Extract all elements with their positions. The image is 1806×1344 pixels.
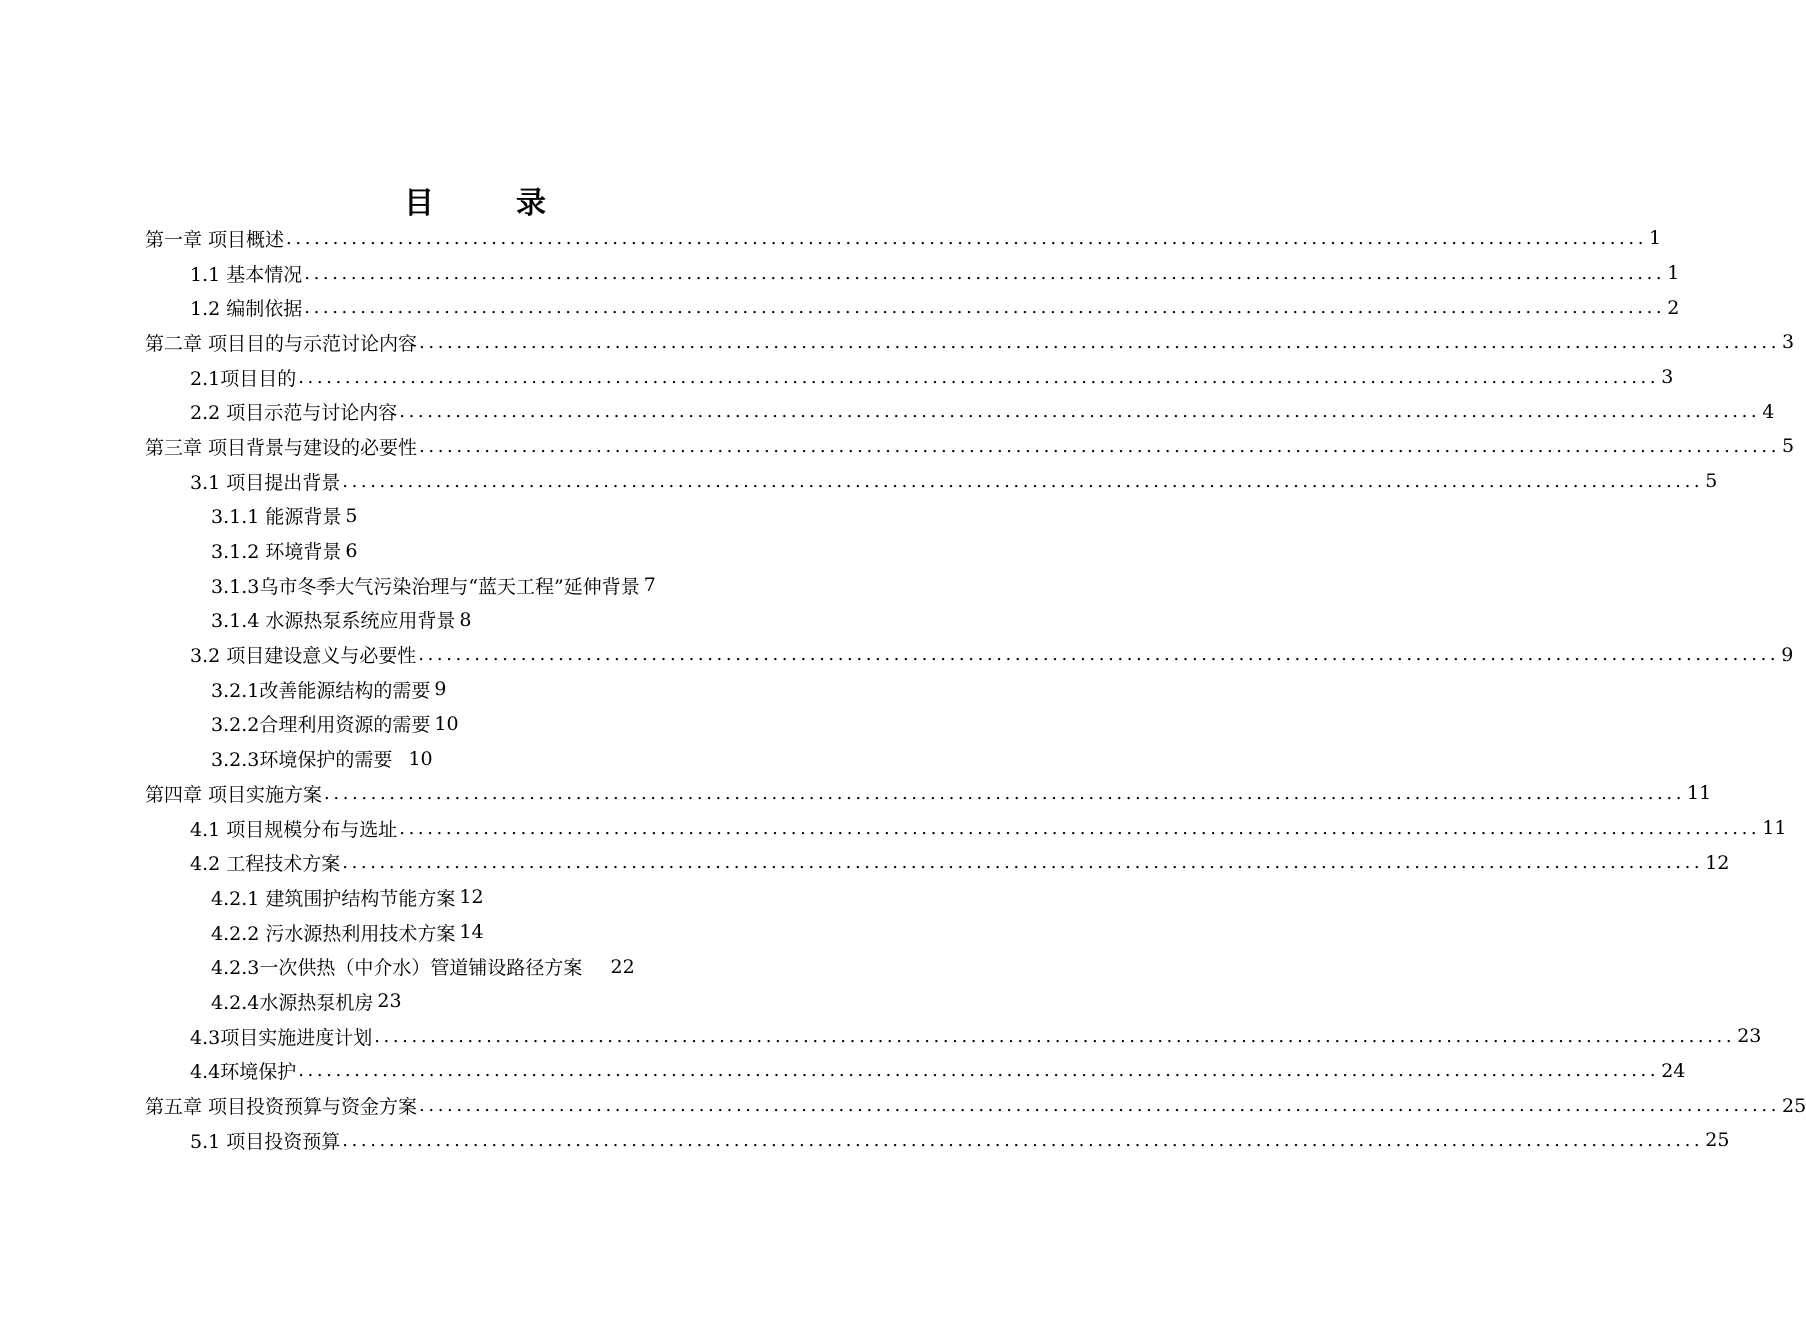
toc-entry-label: 2.1项目目的 <box>190 367 297 390</box>
toc-entry-page: 11 <box>1762 817 1787 840</box>
toc-entry-label: 2.2 项目示范与讨论内容 <box>190 402 398 425</box>
toc-entry-label: 第三章 项目背景与建设的必要性 <box>145 436 418 459</box>
toc-entry-label: 4.2.2 污水源热利用技术方案 <box>211 922 456 945</box>
toc-leader-dots: .................................................................................................................................................. <box>342 1129 1704 1151</box>
toc-leader-dots: .................................................................................................................................................. <box>399 401 1761 423</box>
toc-leader-dots: .................................................................................................................................................. <box>304 262 1666 284</box>
toc-leader-dots: .................................................................................................................................................. <box>419 1095 1781 1117</box>
toc-entry[interactable] <box>0 290 1680 325</box>
toc-leader-dots: .................................................................................................................................................. <box>399 817 1761 839</box>
toc-leader-dots: .................................................................................................................................................. <box>419 331 1781 353</box>
toc-entry-label: 3.2.1改善能源结构的需要 <box>211 679 431 702</box>
toc-entry[interactable] <box>0 984 950 1019</box>
toc-entry-label: 4.2.4水源热泵机房 <box>211 991 374 1014</box>
toc-entry-label: 4.2 工程技术方案 <box>190 853 341 876</box>
toc-entry-page: 7 <box>643 574 656 597</box>
toc-entry-page: 14 <box>459 921 484 944</box>
toc-entry[interactable] <box>0 533 950 568</box>
toc-leader-dots: .................................................................................................................................................. <box>304 297 1666 319</box>
toc-entry-page: 9 <box>1781 643 1794 666</box>
toc-entry-page: 12 <box>1705 851 1730 874</box>
toc-entry-page: 5 <box>1782 435 1795 458</box>
toc-leader-dots: .................................................................................................................................................. <box>342 852 1704 874</box>
toc-entry[interactable] <box>0 603 950 638</box>
toc-leader-dots: .................................................................................................................................................. <box>374 1025 1736 1047</box>
toc-entry[interactable] <box>0 256 1680 291</box>
toc-entry-label: 第四章 项目实施方案 <box>145 783 323 806</box>
toc-entry-page: 1 <box>1667 262 1680 285</box>
toc-entry[interactable] <box>0 1088 1806 1123</box>
toc-entry-page: 3 <box>1661 366 1674 389</box>
toc-entry-page: 3 <box>1782 331 1795 354</box>
toc-entry[interactable] <box>0 499 950 534</box>
toc-leader-dots: .................................................................................................................................................. <box>419 435 1781 457</box>
toc-leader-dots: .................................................................................................................................................. <box>298 1060 1660 1082</box>
toc-entry-page: 5 <box>1705 470 1718 493</box>
toc-entry-label: 3.1.4 水源热泵系统应用背景 <box>211 610 456 633</box>
toc-entry[interactable] <box>0 707 950 742</box>
toc-entry-label: 3.2.3环境保护的需要 <box>211 749 393 772</box>
toc-leader-dots: .................................................................................................................................................. <box>324 782 1686 804</box>
toc-entry-page: 10 <box>396 747 433 770</box>
toc-entry[interactable] <box>0 741 950 776</box>
toc-entry-label: 4.4环境保护 <box>190 1061 297 1084</box>
toc-entry[interactable] <box>0 915 950 950</box>
toc-entry-label: 3.2.2合理利用资源的需要 <box>211 714 431 737</box>
toc-entry-page: 24 <box>1661 1059 1686 1082</box>
toc-entry[interactable] <box>0 360 1674 395</box>
toc-entry-page: 25 <box>1705 1129 1730 1152</box>
toc-entry[interactable] <box>0 394 1775 429</box>
toc-entry-page: 6 <box>345 539 358 562</box>
toc-entry-label: 第二章 项目目的与示范讨论内容 <box>145 332 418 355</box>
toc-entry-page: 1 <box>1649 227 1662 250</box>
toc-leader-dots: .................................................................................................................................................. <box>286 227 1648 249</box>
title-char-left: 目 <box>404 186 434 221</box>
toc-entry-page: 22 <box>586 955 635 978</box>
toc-leader-dots: .................................................................................................................................................. <box>298 366 1660 388</box>
toc-entry-label: 4.1 项目规模分布与选址 <box>190 818 398 841</box>
toc-entry[interactable] <box>0 221 1662 256</box>
toc-entry-page: 23 <box>377 990 402 1013</box>
toc-entry-label: 3.1.1 能源背景 <box>211 506 342 529</box>
toc-entry-page: 5 <box>345 504 358 527</box>
toc-entry[interactable] <box>0 429 1795 464</box>
toc-entry-page: 25 <box>1782 1094 1806 1117</box>
toc-entry-label: 1.1 基本情况 <box>190 263 303 286</box>
toc-entry-label: 3.1.2 环境背景 <box>211 541 342 564</box>
toc-entry[interactable] <box>0 811 1787 846</box>
toc-entry-label: 4.2.1 建筑围护结构节能方案 <box>211 887 456 910</box>
toc-entry[interactable] <box>0 672 950 707</box>
toc-entry-page: 10 <box>434 712 459 735</box>
toc-entry-label: 5.1 项目投资预算 <box>190 1130 341 1153</box>
toc-entry-page: 8 <box>459 608 472 631</box>
toc-entry-label: 3.1 项目提出背景 <box>190 471 341 494</box>
toc-entry[interactable] <box>0 880 950 915</box>
toc-entry-label: 1.2 编制依据 <box>190 298 303 321</box>
toc-entry-label: 4.2.3一次供热（中介水）管道铺设路径方案 <box>211 957 583 980</box>
toc-entry[interactable] <box>0 1123 1730 1158</box>
toc-entry[interactable] <box>0 568 950 603</box>
toc-entry[interactable] <box>0 845 1730 880</box>
toc-entry[interactable] <box>0 1019 1762 1054</box>
toc-entry[interactable] <box>0 464 1718 499</box>
toc-entry[interactable] <box>0 776 1712 811</box>
toc-entry-label: 第一章 项目概述 <box>145 228 285 251</box>
toc-entry[interactable] <box>0 325 1795 360</box>
toc-leader-dots: .................................................................................................................................................. <box>418 644 1780 666</box>
toc-entry-page: 2 <box>1667 296 1680 319</box>
toc-entry-label: 3.2 项目建设意义与必要性 <box>190 645 417 668</box>
toc-entry[interactable] <box>0 1054 1686 1089</box>
toc-entry[interactable] <box>0 637 1794 672</box>
toc-entry-label: 第五章 项目投资预算与资金方案 <box>145 1096 418 1119</box>
toc-entry-page: 23 <box>1737 1025 1762 1048</box>
page-title <box>0 184 950 224</box>
toc-leader-dots: .................................................................................................................................................. <box>342 470 1704 492</box>
toc-entry-label: 4.3项目实施进度计划 <box>190 1026 373 1049</box>
table-of-contents <box>0 221 1806 1158</box>
toc-entry-label: 3.1.3乌市冬季大气污染治理与“蓝天工程”延伸背景 <box>211 575 640 598</box>
toc-entry-page: 9 <box>434 678 447 701</box>
toc-entry[interactable] <box>0 949 950 984</box>
toc-entry-page: 11 <box>1687 782 1712 805</box>
toc-entry-page: 12 <box>459 886 484 909</box>
title-char-right: 录 <box>516 186 546 221</box>
toc-entry-page: 4 <box>1762 400 1775 423</box>
